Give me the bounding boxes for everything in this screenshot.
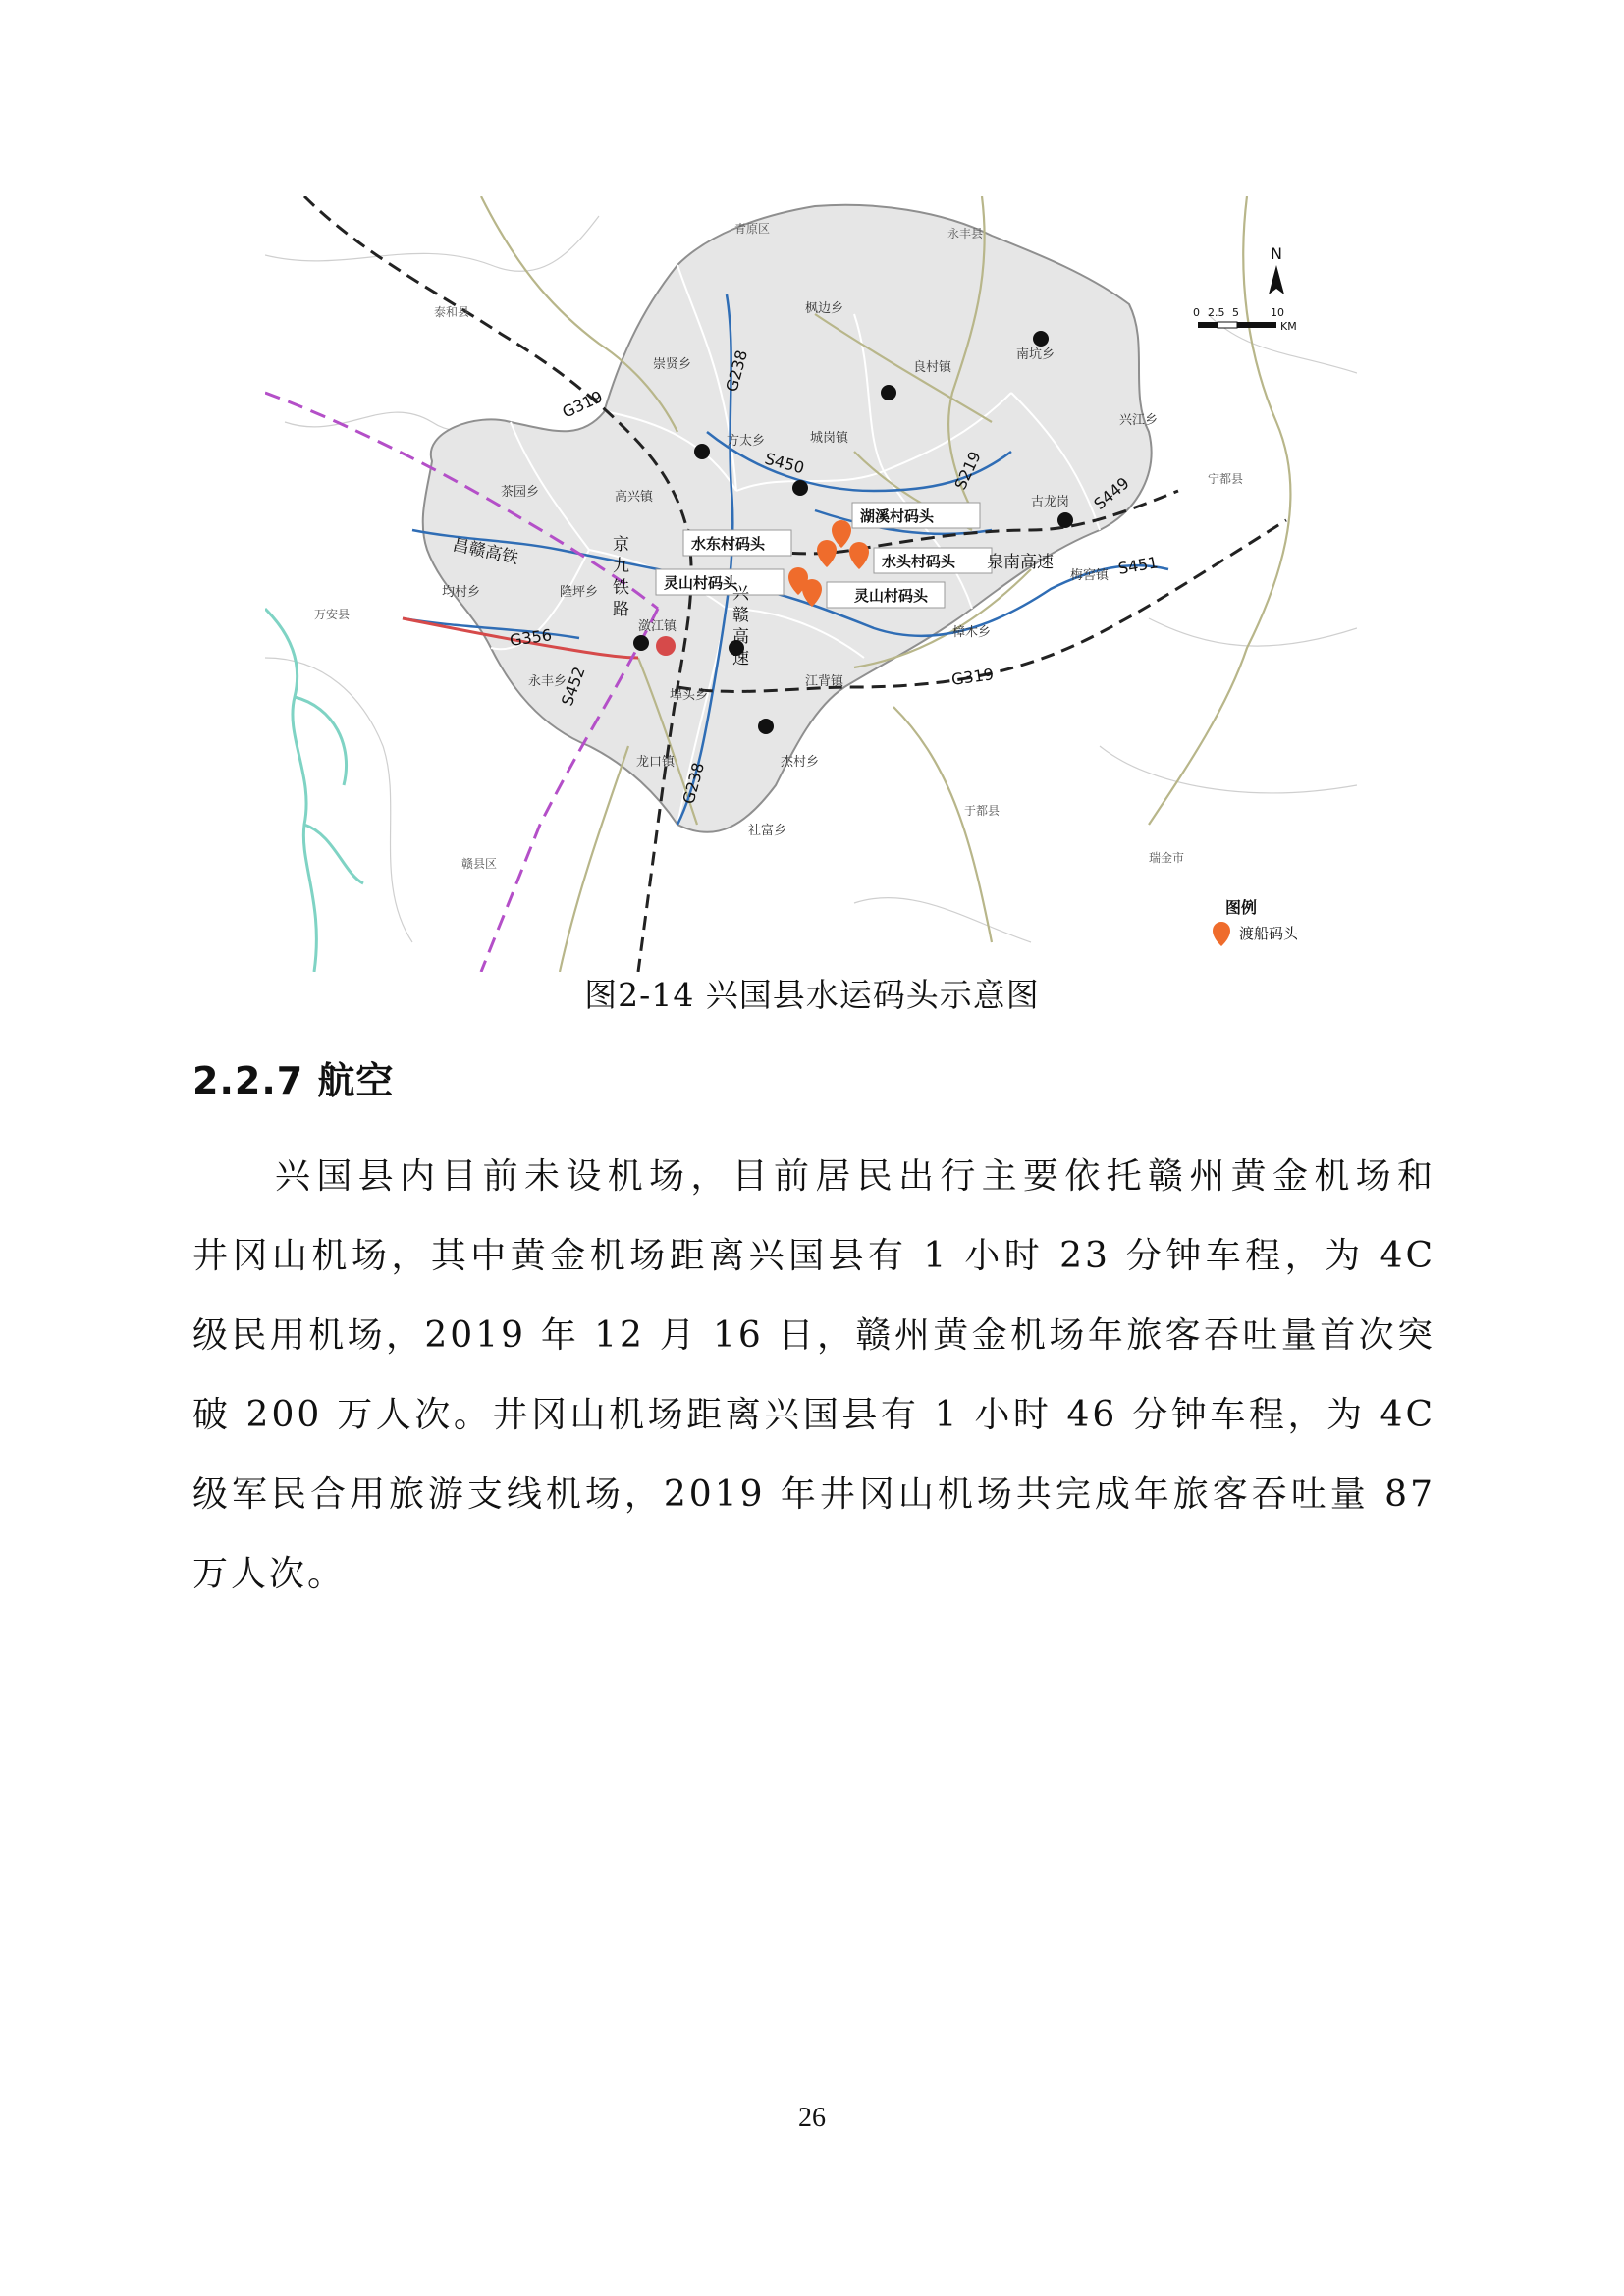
rail-label: 兴 xyxy=(732,584,749,604)
rail-label: 昌赣高铁 xyxy=(450,535,520,569)
township-label: 樟木乡 xyxy=(952,625,992,640)
rail-label: 速 xyxy=(732,649,749,668)
scale-unit: KM xyxy=(1280,320,1297,333)
road-label: S452 xyxy=(557,664,589,709)
wharf-label-shuidong: 水东村码头 xyxy=(691,535,766,553)
township-label: 良村镇 xyxy=(913,360,952,375)
township-label: 城岗镇 xyxy=(810,431,849,446)
township-label: 梅窖镇 xyxy=(1070,568,1110,583)
township-label: 古龙岗 xyxy=(1031,495,1070,509)
road-label: G238 xyxy=(678,760,708,807)
paragraph-line: 级军民合用旅游支线机场，2019 年井冈山机场共完成年旅客吞吐量 87 xyxy=(192,1474,1435,1515)
township-label: 杰村乡 xyxy=(781,755,820,770)
section-heading: 2.2.7 航空 xyxy=(192,1059,395,1102)
legend-title: 图例 xyxy=(1225,898,1258,917)
rail-label: 九 xyxy=(613,557,629,576)
rail-label: 赣 xyxy=(732,606,749,625)
figure-caption: 图2-14 兴国县水运码头示意图 xyxy=(584,976,1040,1014)
scale-tick: 5 xyxy=(1232,306,1239,319)
rail-label: 泉南高速 xyxy=(987,553,1054,572)
scale-tick: 0 xyxy=(1193,306,1200,319)
township-label: 龙口镇 xyxy=(636,755,676,770)
paragraph-line: 兴国县内目前未设机场，目前居民出行主要依托赣州黄金机场和 xyxy=(275,1156,1435,1197)
road-label: G319 xyxy=(949,665,996,689)
county-wharf-map xyxy=(265,196,1357,972)
road-label: G319 xyxy=(559,387,606,422)
road-label: G238 xyxy=(722,347,751,395)
road-label: S451 xyxy=(1116,553,1160,578)
paragraph-line: 井冈山机场，其中黄金机场距离兴国县有 1 小时 23 分钟车程，为 4C xyxy=(192,1236,1435,1276)
road-label: S219 xyxy=(950,448,985,493)
road-label: G356 xyxy=(508,625,554,650)
neighbor-label: 永丰县 xyxy=(947,227,984,240)
wharf-label-shuitou: 水头村码头 xyxy=(882,553,956,570)
township-label: 均村乡 xyxy=(442,585,481,600)
township-label: 方太乡 xyxy=(727,434,766,449)
township-label: 隆坪乡 xyxy=(560,585,599,600)
rail-label: 京 xyxy=(613,535,629,555)
rail-label: 路 xyxy=(613,600,629,619)
legend-item-label: 渡船码头 xyxy=(1239,925,1299,942)
paragraph-line: 万人次。 xyxy=(192,1554,347,1594)
township-label: 枫边乡 xyxy=(805,301,844,316)
rail-label: 高 xyxy=(732,627,749,647)
body-paragraph xyxy=(192,1137,1435,1614)
neighbor-label: 瑞金市 xyxy=(1149,851,1185,865)
map-svg xyxy=(265,196,1357,972)
road-label: S450 xyxy=(762,449,807,478)
township-label: 崇贤乡 xyxy=(653,357,692,372)
neighbor-label: 宁都县 xyxy=(1208,472,1244,486)
page-number: 26 xyxy=(798,2103,826,2133)
township-label: 江背镇 xyxy=(805,674,844,689)
paragraph-line: 级民用机场，2019 年 12 月 16 日，赣州黄金机场年旅客吞吐量首次突 xyxy=(192,1315,1435,1356)
township-label: 茶园乡 xyxy=(501,485,540,500)
township-label: 永丰乡 xyxy=(528,674,568,689)
neighbor-label: 于都县 xyxy=(964,804,1001,818)
rail-label: 铁 xyxy=(613,578,629,598)
township-label: 潋江镇 xyxy=(638,619,677,634)
wharf-label-lingshan-2: 灵山村码头 xyxy=(854,587,929,605)
road-label: S449 xyxy=(1090,473,1133,514)
compass-label: N xyxy=(1271,244,1282,263)
scale-tick: 2.5 xyxy=(1208,306,1225,319)
township-label: 高兴镇 xyxy=(615,490,654,505)
township-label: 埠头乡 xyxy=(670,688,709,703)
township-label: 兴江乡 xyxy=(1119,413,1159,428)
wharf-label-huxi: 湖溪村码头 xyxy=(860,507,935,525)
neighbor-label: 泰和县 xyxy=(434,305,470,319)
scale-tick: 10 xyxy=(1271,306,1284,319)
neighbor-label: 万安县 xyxy=(314,608,351,621)
township-label: 南坑乡 xyxy=(1016,347,1056,362)
neighbor-label: 赣县区 xyxy=(461,857,498,871)
wharf-label-lingshan-1: 灵山村码头 xyxy=(664,574,738,592)
neighbor-label: 青原区 xyxy=(734,222,771,236)
township-label: 社富乡 xyxy=(748,824,787,838)
paragraph-line: 破 200 万人次。井冈山机场距离兴国县有 1 小时 46 分钟车程，为 4C xyxy=(192,1395,1435,1435)
